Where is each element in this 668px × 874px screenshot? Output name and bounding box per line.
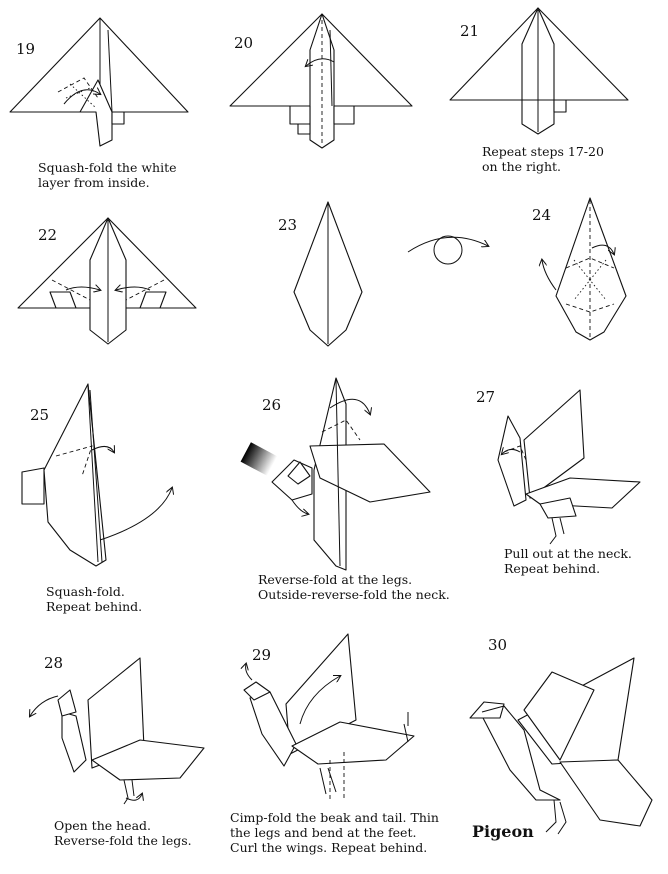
step-27-caption <box>504 546 632 576</box>
step-24-drawing <box>542 198 626 340</box>
step-29-number: 29 <box>252 646 272 664</box>
caption-line: Repeat behind. <box>504 561 601 576</box>
step-30-drawing <box>470 658 652 834</box>
caption-line: Repeat behind. <box>46 599 143 614</box>
step-25-number: 25 <box>30 406 50 424</box>
step-28-caption <box>54 818 192 848</box>
step-28-drawing <box>30 658 204 804</box>
caption-line: on the right. <box>482 159 562 174</box>
caption-line: layer from inside. <box>38 175 150 190</box>
caption-line: Repeat steps 17-20 <box>482 144 604 159</box>
step-25-caption <box>46 584 142 614</box>
step-23-drawing <box>294 202 362 346</box>
step-30-number: 30 <box>488 636 508 654</box>
step-21-caption <box>482 144 604 174</box>
step-28-number: 28 <box>44 654 64 672</box>
step-22-number: 22 <box>38 226 58 244</box>
caption-line: Cimp-fold the beak and tail. Thin <box>230 810 439 825</box>
step-24-number: 24 <box>532 206 552 224</box>
step-19-drawing <box>10 18 188 146</box>
caption-line: the legs and bend at the feet. <box>230 825 417 840</box>
step-23-number: 23 <box>278 216 298 234</box>
caption-line: Pull out at the neck. <box>504 546 632 561</box>
caption-line: Outside-reverse-fold the neck. <box>258 587 450 602</box>
step-21-number: 21 <box>460 22 480 40</box>
caption-line: Open the head. <box>54 818 151 833</box>
step-29-caption <box>230 810 439 855</box>
caption-line: Squash-fold the white <box>38 160 177 175</box>
caption-line: Curl the wings. Repeat behind. <box>230 840 428 855</box>
step-20-drawing <box>230 14 412 148</box>
turn-over-icon <box>408 236 488 264</box>
caption-line: Reverse-fold the legs. <box>54 833 192 848</box>
caption-line: Reverse-fold at the legs. <box>258 572 413 587</box>
step-26-number: 26 <box>262 396 282 414</box>
final-model-title: Pigeon <box>472 822 534 841</box>
step-27-number: 27 <box>476 388 496 406</box>
step-20-number: 20 <box>234 34 254 52</box>
step-19-caption <box>38 160 177 190</box>
step-27-drawing <box>498 390 640 544</box>
step-26-caption <box>258 572 450 602</box>
step-19-number: 19 <box>16 40 36 58</box>
caption-line: Squash-fold. <box>46 584 125 599</box>
